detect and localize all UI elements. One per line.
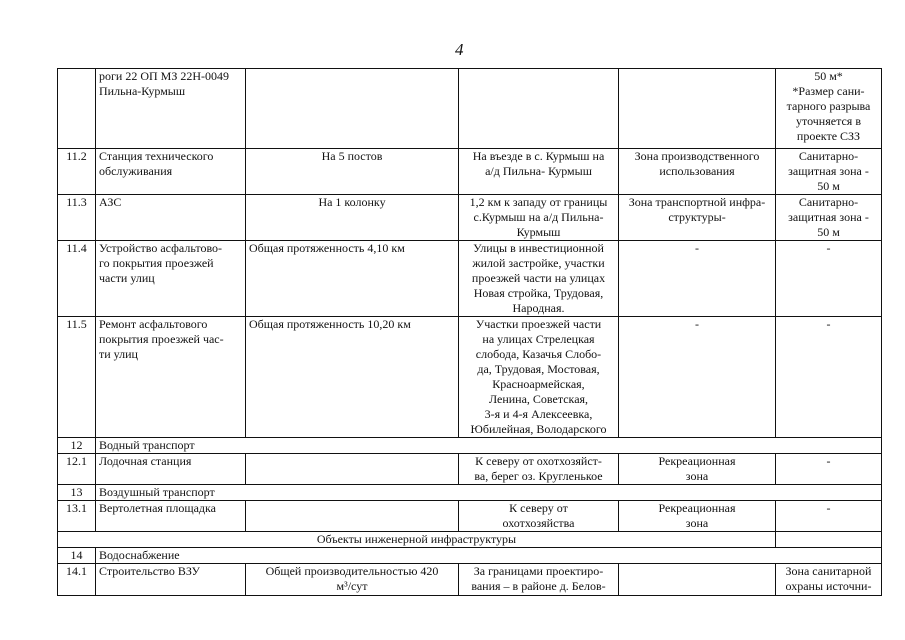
row-number (58, 69, 96, 149)
table-row (58, 149, 882, 195)
row-number: 11.3 (58, 195, 96, 241)
page-number: 4 (455, 40, 464, 59)
section-title: Объекты инженерной инфраструктуры (58, 532, 776, 548)
object-note: Санитарно- защитная зона - 50 м (776, 195, 882, 241)
object-note: - (776, 241, 882, 317)
object-location: 1,2 км к западу от границы с.Курмыш на а/д Пильна- Курмыш (459, 195, 619, 241)
object-capacity: На 5 постов (246, 149, 459, 195)
object-zone: Зона производственного использования (619, 149, 776, 195)
object-note: Зона санитарной охраны источни- (776, 564, 882, 596)
object-name: Устройство асфальтово- го покрытия проезжей части улиц (96, 241, 246, 317)
objects-table (57, 68, 882, 596)
object-capacity: Общая протяженность 10,20 км (246, 317, 459, 438)
row-number: 13.1 (58, 501, 96, 532)
object-name: Ремонт асфальтового покрытия проезжей час- ти улиц (96, 317, 246, 438)
object-location: На въезде в с. Курмыш на а/д Пильна- Курмыш (459, 149, 619, 195)
object-location: К северу от охотхозяйст- ва, берег оз. Кругленькое (459, 454, 619, 485)
object-capacity: Общая протяженность 4,10 км (246, 241, 459, 317)
section-row (58, 532, 882, 548)
table-row (58, 69, 882, 149)
group-row (58, 485, 882, 501)
object-name: Станция технического обслуживания (96, 149, 246, 195)
table-row (58, 317, 882, 438)
group-title: Водный транспорт (96, 438, 882, 454)
object-capacity: Общей производительностью 420 м³/сут (246, 564, 459, 596)
table-row (58, 454, 882, 485)
group-title: Воздушный транспорт (96, 485, 882, 501)
row-number: 12 (58, 438, 96, 454)
object-name: Лодочная станция (96, 454, 246, 485)
object-location: Участки проезжей части на улицах Стрелецкая слобода, Казачья Слобо- да, Трудовая, Мостовая, Красноармейская, Ленина, Советская, 3-я и 4-я Алексеевка, Юбилейная, Володарского (459, 317, 619, 438)
object-zone (619, 564, 776, 596)
row-number: 12.1 (58, 454, 96, 485)
object-zone: Рекреационная зона (619, 501, 776, 532)
object-capacity (246, 501, 459, 532)
object-capacity (246, 69, 459, 149)
table-row (58, 564, 882, 596)
object-zone (619, 69, 776, 149)
row-number: 11.2 (58, 149, 96, 195)
object-note: Санитарно- защитная зона - 50 м (776, 149, 882, 195)
row-number: 11.5 (58, 317, 96, 438)
object-name: АЗС (96, 195, 246, 241)
empty-cell (776, 532, 882, 548)
object-capacity (246, 454, 459, 485)
table-row (58, 195, 882, 241)
object-location: К северу от охотхозяйства (459, 501, 619, 532)
object-zone: Зона транспортной инфра- структуры- (619, 195, 776, 241)
object-note: - (776, 501, 882, 532)
object-location: За границами проектиро- вания – в районе д. Белов- (459, 564, 619, 596)
row-number: 11.4 (58, 241, 96, 317)
row-number: 14 (58, 548, 96, 564)
object-note: 50 м* *Размер сани- тарного разрыва уточняется в проекте СЗЗ (776, 69, 882, 149)
row-number: 14.1 (58, 564, 96, 596)
object-location: Улицы в инвестиционной жилой застройке, участки проезжей части на улицах Новая стройка, Трудовая, Народная. (459, 241, 619, 317)
table-row (58, 501, 882, 532)
table-row (58, 241, 882, 317)
object-name: роги 22 ОП МЗ 22Н-0049 Пильна-Курмыш (96, 69, 246, 149)
object-name: Строительство ВЗУ (96, 564, 246, 596)
object-zone: - (619, 241, 776, 317)
group-title: Водоснабжение (96, 548, 882, 564)
object-note: - (776, 317, 882, 438)
group-row (58, 548, 882, 564)
object-zone: Рекреационная зона (619, 454, 776, 485)
row-number: 13 (58, 485, 96, 501)
group-row (58, 438, 882, 454)
object-name: Вертолетная площадка (96, 501, 246, 532)
object-zone: - (619, 317, 776, 438)
object-capacity: На 1 колонку (246, 195, 459, 241)
object-note: - (776, 454, 882, 485)
object-location (459, 69, 619, 149)
